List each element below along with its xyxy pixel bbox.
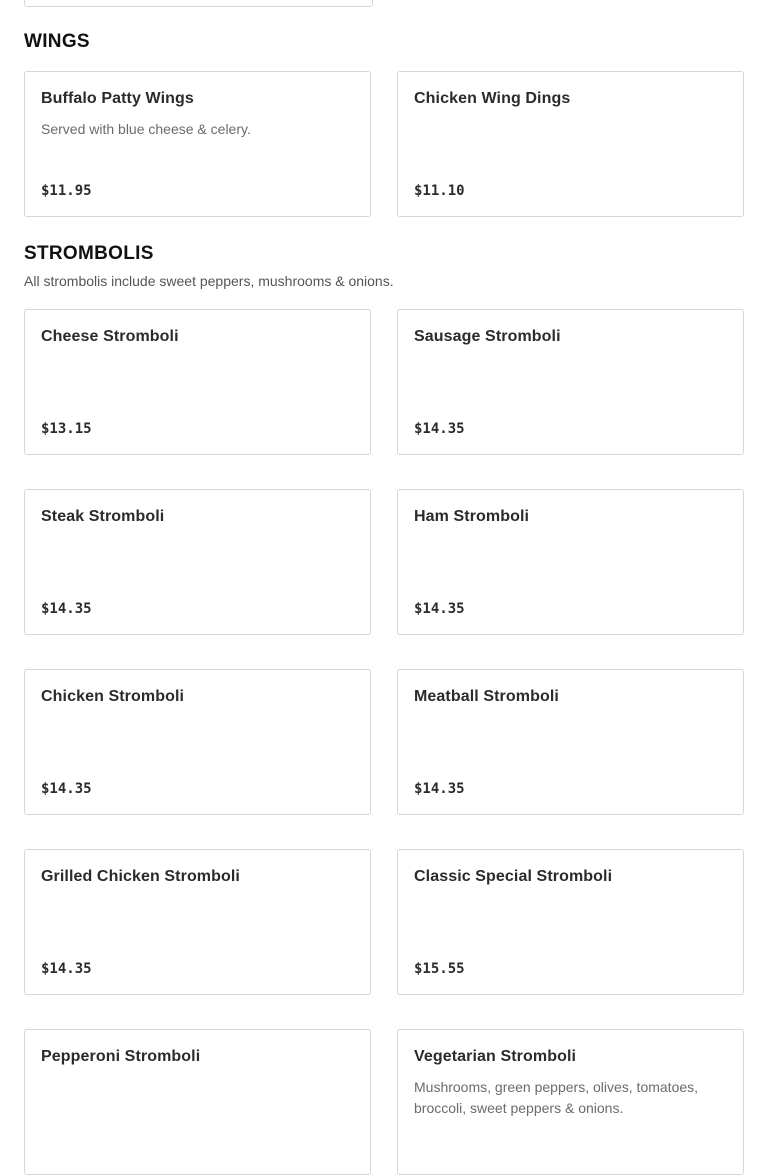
menu-item-price: $14.35 <box>41 601 92 617</box>
menu-item-name: Vegetarian Stromboli <box>414 1048 577 1065</box>
menu-item-card[interactable] <box>397 849 744 995</box>
menu-item-card[interactable] <box>24 71 371 217</box>
menu-item-name: Pepperoni Stromboli <box>41 1048 201 1065</box>
menu-item-card[interactable] <box>24 849 371 995</box>
menu-item-card[interactable] <box>24 1029 371 1175</box>
menu-item-card[interactable] <box>397 489 744 635</box>
menu-item-name: Cheese Stromboli <box>41 328 179 345</box>
menu-item-price: $14.35 <box>414 781 465 797</box>
menu-item-card[interactable] <box>24 309 371 455</box>
menu-item-price: $13.15 <box>41 421 92 437</box>
menu-item-name: Sausage Stromboli <box>414 328 561 345</box>
menu-item-card[interactable] <box>24 669 371 815</box>
section-title-strombolis: STROMBOLIS <box>24 243 154 264</box>
menu-item-name: Classic Special Stromboli <box>414 868 613 885</box>
menu-item-name: Meatball Stromboli <box>414 688 559 705</box>
menu-item-card-partial[interactable] <box>24 0 373 7</box>
menu-item-price: $14.35 <box>41 781 92 797</box>
menu-item-price: $14.35 <box>414 601 465 617</box>
menu-item-name: Chicken Stromboli <box>41 688 185 705</box>
menu-item-price: $14.35 <box>41 961 92 977</box>
menu-item-price: $14.35 <box>414 421 465 437</box>
section-note-strombolis: All strombolis include sweet peppers, mushrooms & onions. <box>24 273 394 289</box>
menu-item-card[interactable] <box>397 669 744 815</box>
menu-item-price: $11.10 <box>414 183 465 199</box>
menu-item-card[interactable] <box>397 309 744 455</box>
menu-item-name: Grilled Chicken Stromboli <box>41 868 240 885</box>
menu-item-name: Ham Stromboli <box>414 508 530 525</box>
menu-item-price: $11.95 <box>41 183 92 199</box>
menu-item-card[interactable] <box>24 489 371 635</box>
menu-item-name: Chicken Wing Dings <box>414 90 571 107</box>
menu-item-price: $15.55 <box>414 961 465 977</box>
menu-item-name: Buffalo Patty Wings <box>41 90 194 107</box>
menu-item-card[interactable] <box>397 1029 744 1175</box>
menu-item-card[interactable] <box>397 71 744 217</box>
menu-item-description: Mushrooms, green peppers, olives, tomatoes, broccoli, sweet peppers & onions. <box>414 1079 699 1116</box>
menu-item-description: Served with blue cheese & celery. <box>41 121 251 137</box>
menu-item-name: Steak Stromboli <box>41 508 165 525</box>
section-title-wings: WINGS <box>24 31 90 52</box>
